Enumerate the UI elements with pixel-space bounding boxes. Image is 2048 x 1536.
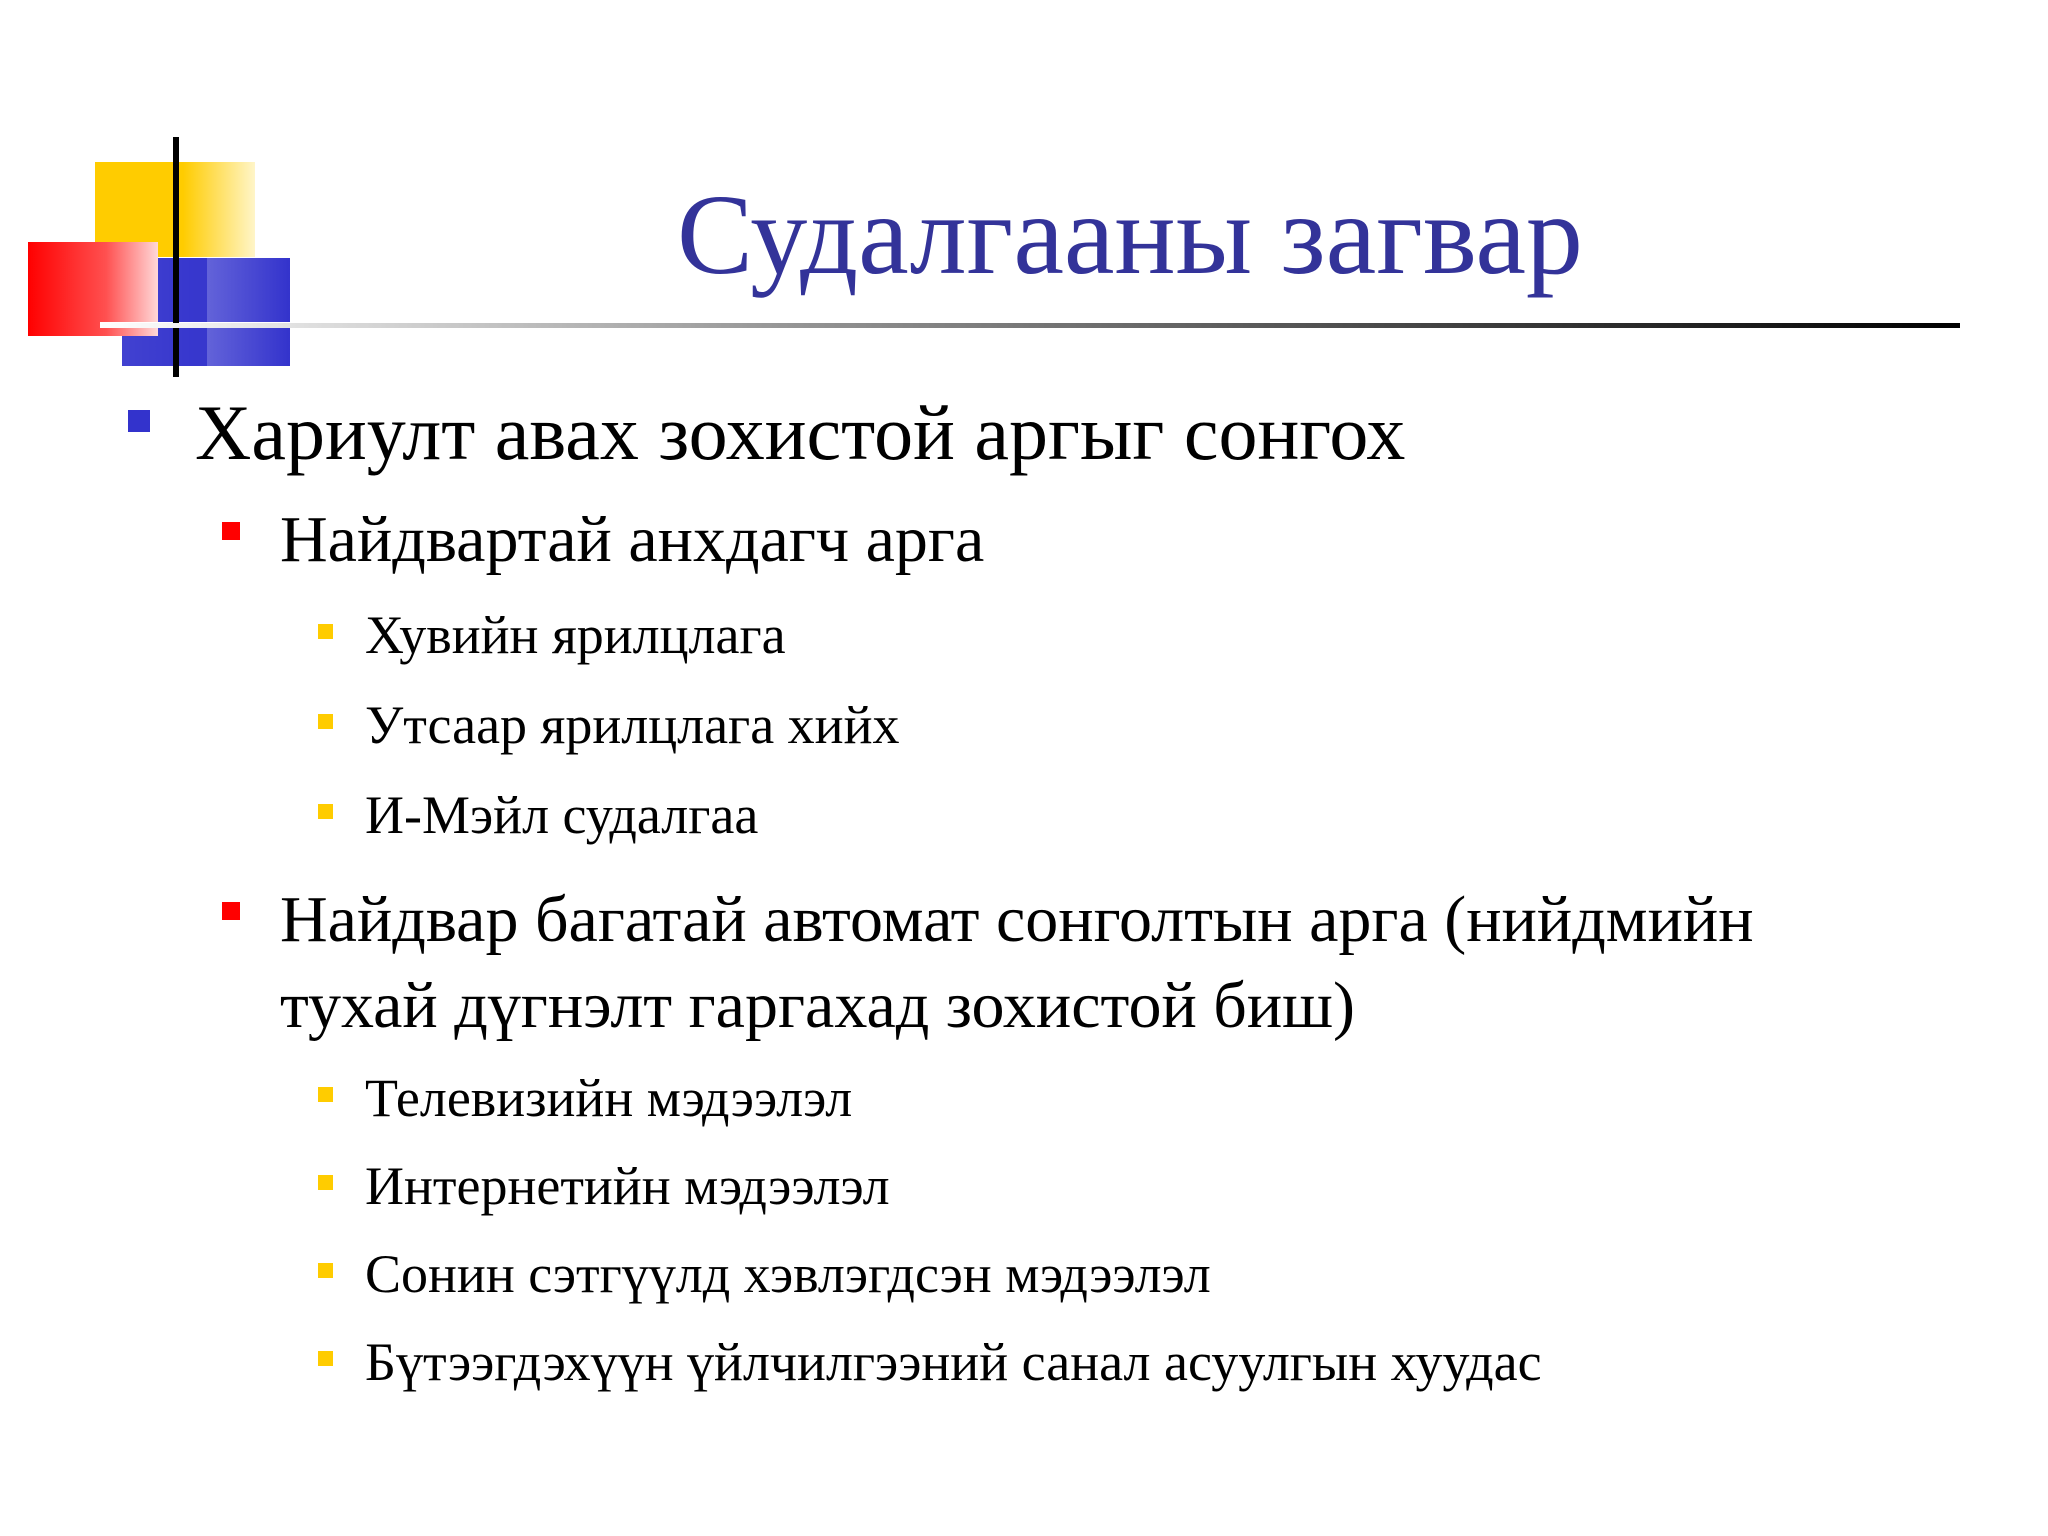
bullet-level3-icon — [318, 714, 333, 729]
bullet-item: Интернетийн мэдээлэл — [365, 1156, 890, 1216]
bullet-item: И-Мэйл судалгаа — [365, 785, 759, 845]
bullet-level2-icon — [222, 522, 240, 540]
title-underline — [100, 323, 1960, 328]
bullet-level3-icon — [318, 1263, 333, 1278]
bullet-item: Телевизийн мэдээлэл — [365, 1068, 853, 1128]
slide-title: Судалгааны загвар — [677, 171, 1583, 298]
bullet-level3-icon — [318, 624, 333, 639]
bullet-item: Бүтээгдэхүүн үйлчилгээний санал асуулгын хуудас — [365, 1332, 1542, 1392]
bullet-level3-icon — [318, 804, 333, 819]
bullet-item: Хувийн ярилцлага — [365, 605, 786, 665]
bullet-level3-icon — [318, 1351, 333, 1366]
bullet-item: Найдвар багатай автомат сонголтын арга (нийдмийн — [280, 883, 1754, 956]
bullet-item: Сонин сэтгүүлд хэвлэгдсэн мэдээлэл — [365, 1244, 1211, 1304]
bullet-item-continuation: тухай дүгнэлт гаргахад зохистой биш) — [280, 969, 1355, 1042]
bullet-level3-icon — [318, 1087, 333, 1102]
bullet-level1-icon — [128, 410, 150, 432]
bullet-level2-icon — [222, 902, 240, 920]
bullet-level3-icon — [318, 1175, 333, 1190]
bullet-item: Найдвартай анхдагч арга — [280, 503, 985, 576]
bullet-item: Хариулт авах зохистой аргыг сонгох — [195, 389, 1406, 476]
bullet-item: Утсаар ярилцлага хийх — [365, 695, 900, 755]
